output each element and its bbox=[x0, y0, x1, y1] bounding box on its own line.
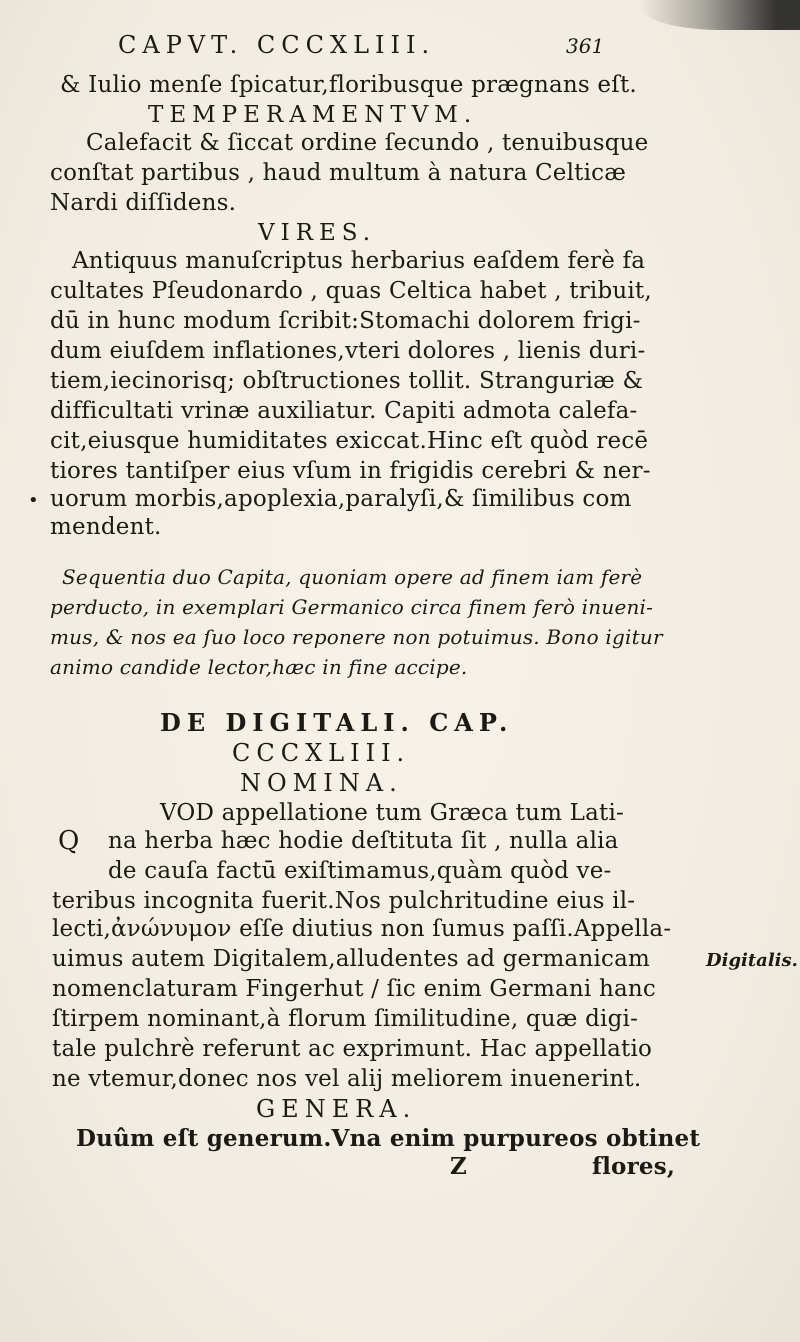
heading-genera: GENERA. bbox=[256, 1095, 417, 1123]
italic-note-line: Sequentia duo Capita, quoniam opere ad finem iam ferè bbox=[62, 565, 643, 589]
italic-note-line: perducto, in exemplari Germanico circa finem ferò inueni- bbox=[50, 595, 654, 619]
running-title: CAPVT. CCCXLIII. bbox=[118, 31, 436, 59]
drop-capital: Q bbox=[58, 826, 80, 856]
text-line: na herba hæc hodie deſtituta ſit , nulla alia bbox=[108, 828, 619, 854]
text-line: ſtirpem nominant,à florum ſimilitudine, quæ digi- bbox=[52, 1006, 639, 1032]
text-line: Antiquus manuſcriptus herbarius eaſdem ferè fa bbox=[72, 248, 646, 274]
chapter-number: CCCXLIII. bbox=[232, 739, 411, 767]
folio-number: 361 bbox=[566, 34, 605, 58]
text-line: conſtat partibus , haud multum à natura Celticæ bbox=[50, 160, 627, 186]
text-line: dū in hunc modum ſcribit:Stomachi dolorem frigi- bbox=[50, 308, 641, 334]
italic-note-line: animo candide lector,hæc in fine accipe. bbox=[50, 655, 468, 679]
text-line: uorum morbis,apoplexia,paralyſi,& ſimilibus com bbox=[50, 486, 632, 512]
margin-note-digitalis: Digitalis. bbox=[706, 950, 798, 971]
text-line: lecti,ἀνώνυμον eſſe diutius non ſumus paſſi.Appella- bbox=[52, 916, 672, 942]
catchword: flores, bbox=[592, 1153, 676, 1180]
text-line: difficultati vrinæ auxiliatur. Capiti admota calefa- bbox=[50, 398, 638, 424]
text-line: de cauſa factū exiſtimamus,quàm quòd ve- bbox=[108, 858, 612, 884]
heading-vires: VIRES. bbox=[258, 220, 377, 246]
text-line: Nardi diſſidens. bbox=[50, 190, 237, 216]
text-line: tiores tantiſper eius vſum in frigidis cerebri & ner- bbox=[50, 458, 651, 484]
heading-nomina: NOMINA. bbox=[240, 769, 403, 797]
text-line: Calefacit & ſiccat ordine ſecundo , tenuibusque bbox=[86, 130, 649, 156]
text-line: & Iulio menſe ſpicatur,floribusque prægnans eſt. bbox=[60, 72, 637, 98]
text-line: Duûm eſt generum.Vna enim purpureos obtinet bbox=[76, 1125, 701, 1152]
text-line: mendent. bbox=[50, 514, 162, 540]
text-line: tiem,iecinorisq; obſtructiones tollit. Stranguriæ & bbox=[50, 368, 644, 394]
text-line: nomenclaturam Fingerhut / ſic enim Germani hanc bbox=[52, 976, 656, 1002]
italic-note-line: mus, & nos ea ſuo loco reponere non potuimus. Bono igitur bbox=[50, 625, 663, 649]
text-line: VOD appellatione tum Græca tum Lati- bbox=[160, 800, 624, 826]
signature-mark: Z bbox=[450, 1153, 467, 1180]
text-line: dum eiuſdem inflationes,vteri dolores , lienis duri- bbox=[50, 338, 646, 364]
text-line: tale pulchrè referunt ac exprimunt. Hac appellatio bbox=[52, 1036, 653, 1062]
text-line: uimus autem Digitalem,alludentes ad germanicam bbox=[52, 946, 651, 972]
text-line: cultates Pſeudonardo , quas Celtica habet , tribuit, bbox=[50, 278, 652, 304]
chapter-title: DE DIGITALI. CAP. bbox=[160, 708, 514, 737]
text-line: cit,eiusque humiditates exiccat.Hinc eſt quòd recē bbox=[50, 428, 649, 454]
page-corner-shadow bbox=[640, 0, 800, 30]
text-line: teribus incognita fuerit.Nos pulchritudine eius il- bbox=[52, 888, 636, 914]
text-line: ne vtemur,donec nos vel alij meliorem inuenerint. bbox=[52, 1066, 642, 1092]
margin-bullet: • bbox=[28, 490, 39, 511]
heading-temperamentum: TEMPERAMENTVM. bbox=[148, 102, 478, 128]
